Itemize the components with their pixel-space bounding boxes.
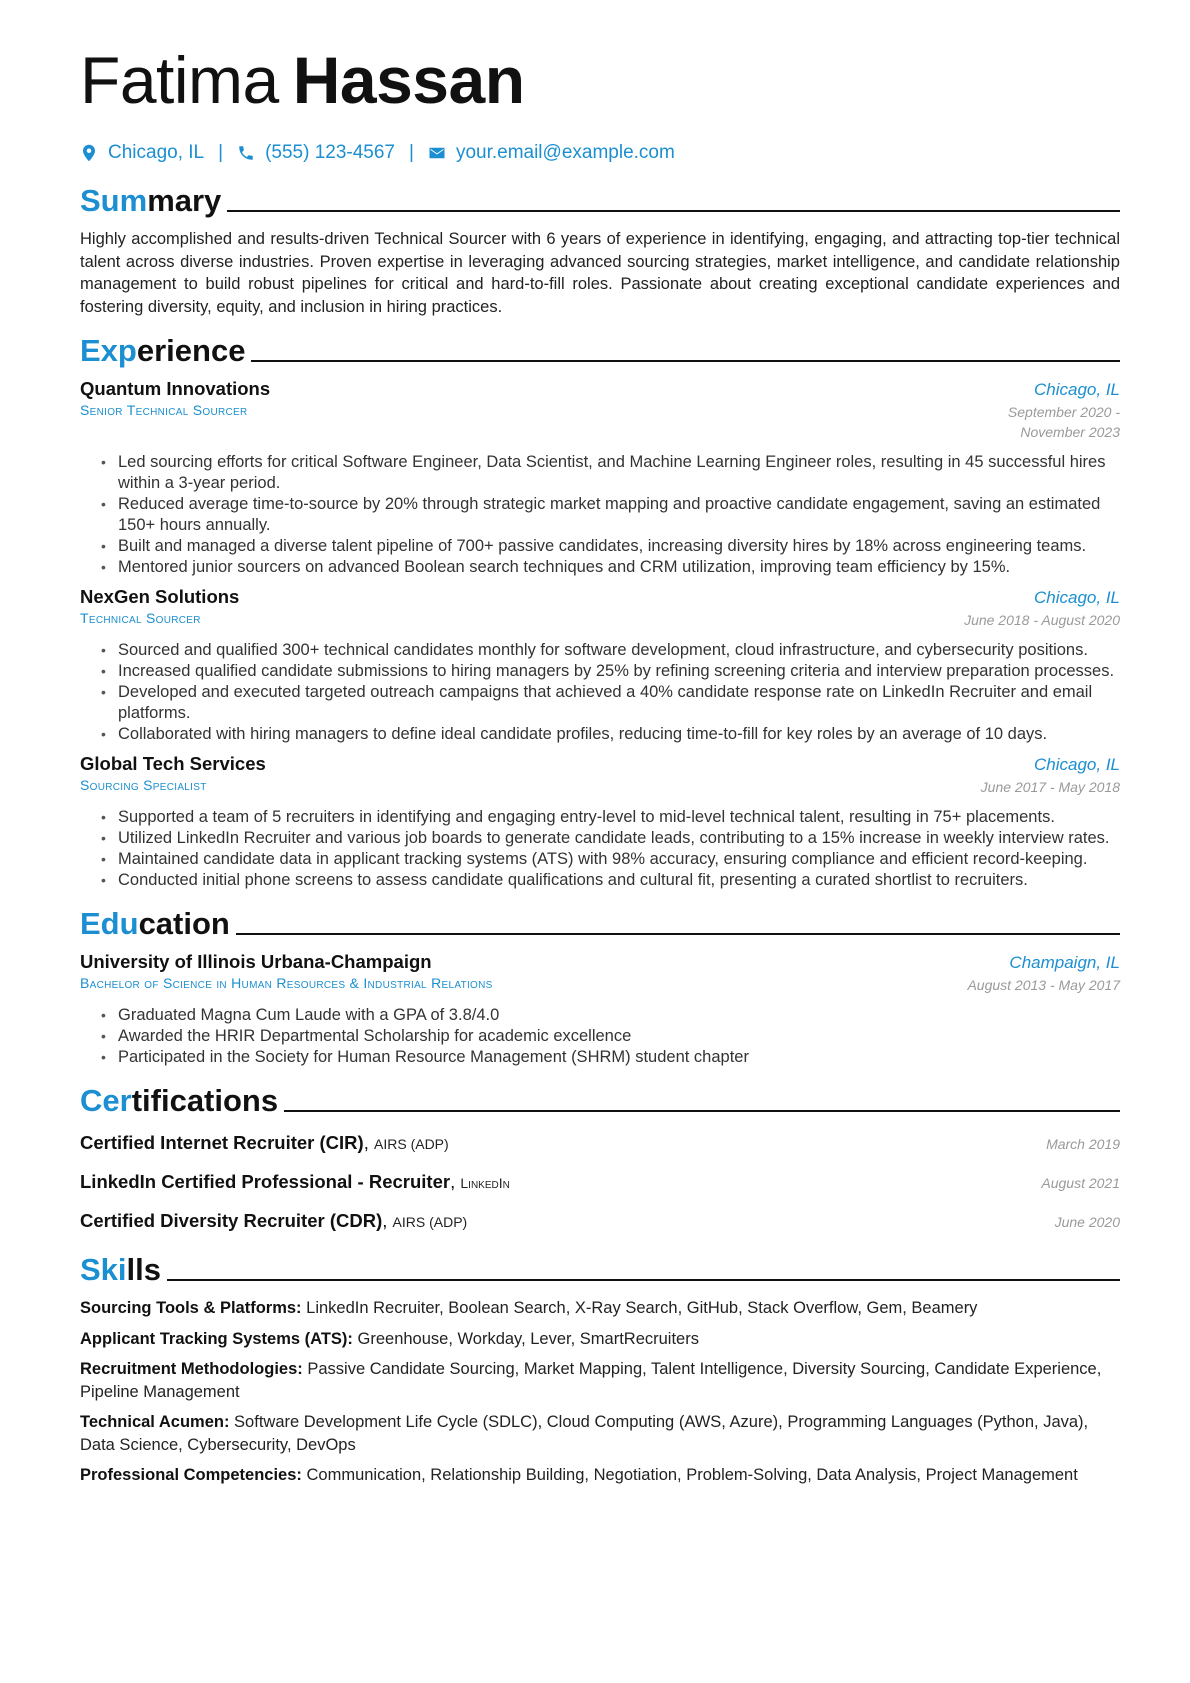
first-name: Fatima — [80, 43, 279, 117]
certification-name: LinkedIn Certified Professional - Recruiter — [80, 1171, 451, 1192]
job-location: Chicago, IL — [1034, 380, 1120, 399]
bullet-item: • Developed and executed targeted outreach campaigns that achieved a 40% candidate response rate on LinkedIn Recruiter and email platforms. — [118, 682, 1120, 724]
education-section — [80, 901, 1120, 1068]
experience-section — [80, 328, 1120, 891]
contact-bar — [80, 138, 1120, 168]
phone-text[interactable]: (555) 123-4567 — [265, 142, 395, 163]
skill-category: Professional Competencies: — [80, 1466, 302, 1484]
section-header — [80, 328, 1120, 370]
section-rule — [251, 360, 1120, 362]
location-text: Chicago, IL — [108, 142, 205, 163]
job-dates: September 2020 - November 2023 — [1007, 404, 1120, 440]
section-rule — [167, 1279, 1120, 1281]
job-title: Technical Sourcer — [80, 610, 201, 626]
skill-category: Recruitment Methodologies: — [80, 1360, 303, 1378]
job-entry — [80, 378, 1120, 578]
certification-item: Certified Diversity Recruiter (CDR), AIRS (ADP) June 2020 — [80, 1210, 1120, 1231]
certification-name: Certified Diversity Recruiter (CDR) — [80, 1210, 383, 1231]
job-bullets — [80, 807, 1120, 891]
section-title: Education — [80, 906, 230, 941]
section-title: Skills — [80, 1252, 161, 1287]
bullet-item: • Mentored junior sourcers on advanced Boolean search techniques and CRM utilization, improving team efficiency by 15%. — [118, 557, 1120, 578]
job-title: Senior Technical Sourcer — [80, 402, 248, 418]
job-dates: June 2018 - August 2020 — [964, 612, 1120, 628]
section-header — [80, 901, 1120, 943]
summary-text: Highly accomplished and results-driven Technical Sourcer with 6 years of experience in identifying, engaging, and attracting top-tier technical talent across diverse industries. Proven expertise in leveraging advanced sourcing strategies, market intelligence, and candidate relationship management to build robust pipelines for critical and hard-to-fill roles. Passionate about creating exceptional candidate experiences and fostering diversity, equity, and inclusion in hiring practices. — [80, 230, 1120, 316]
envelope-icon — [428, 144, 446, 162]
bullet-item: • Utilized LinkedIn Recruiter and various job boards to generate candidate leads, contributing to a 15% increase in weekly interview rates. — [118, 828, 1120, 849]
certification-date: June 2020 — [1054, 1214, 1120, 1230]
certification-name: Certified Internet Recruiter (CIR) — [80, 1132, 364, 1153]
contact-phone[interactable] — [237, 142, 395, 164]
certification-issuer: LinkedIn — [460, 1175, 510, 1191]
bullet-item: • Collaborated with hiring managers to define ideal candidate profiles, reducing time-to-fill for key roles by an average of 10 days. — [118, 724, 1120, 745]
bullet-item: • Built and managed a diverse talent pipeline of 700+ passive candidates, increasing diversity hires by 18% across engineering teams. — [118, 536, 1120, 557]
summary-section — [80, 178, 1120, 318]
bullet-item: • Led sourcing efforts for critical Software Engineer, Data Scientist, and Machine Learning Engineer roles, resulting in 45 successful hires within a 3-year period. — [118, 452, 1120, 494]
section-header — [80, 178, 1120, 220]
bullet-item: • Awarded the HRIR Departmental Scholarship for academic excellence — [118, 1026, 1120, 1047]
education-bullets — [80, 1005, 1120, 1068]
job-bullets — [80, 452, 1120, 578]
certification-date: August 2021 — [1041, 1175, 1120, 1191]
certification-item: LinkedIn Certified Professional - Recruiter, LinkedIn August 2021 — [80, 1171, 1120, 1192]
phone-icon — [237, 144, 255, 162]
bullet-item: • Maintained candidate data in applicant tracking systems (ATS) with 98% accuracy, ensuring compliance and efficient record-keeping. — [118, 849, 1120, 870]
certification-issuer: AIRS (ADP) — [374, 1136, 449, 1152]
bullet-item: • Increased qualified candidate submissions to hiring managers by 25% by refining screening criteria and interview preparation processes. — [118, 661, 1120, 682]
contact-separator: | — [409, 142, 414, 163]
resume-page — [80, 40, 1120, 1487]
skills-section — [80, 1247, 1120, 1487]
school-location: Champaign, IL — [1009, 953, 1120, 972]
degree-title: Bachelor of Science in Human Resources & Industrial Relations — [80, 975, 493, 991]
job-location: Chicago, IL — [1034, 755, 1120, 774]
bullet-item: • Supported a team of 5 recruiters in identifying and engaging entry-level to mid-level technical talent, resulting in 75+ placements. — [118, 807, 1120, 828]
skill-category: Sourcing Tools & Platforms: — [80, 1299, 302, 1317]
job-location: Chicago, IL — [1034, 588, 1120, 607]
bullet-item: • Conducted initial phone screens to assess candidate qualifications and cultural fit, presenting a curated shortlist to recruiters. — [118, 870, 1120, 891]
skill-category: Technical Acumen: — [80, 1413, 230, 1431]
skill-category: Applicant Tracking Systems (ATS): — [80, 1329, 353, 1348]
skill-values: Software Development Life Cycle (SDLC), Cloud Computing (AWS, Azure), Programming Languages (Python, Java), Data Science, Cybersecurity, DevOps — [80, 1413, 1089, 1454]
skill-values: Greenhouse, Workday, Lever, SmartRecruiters — [357, 1329, 699, 1348]
section-title: Certifications — [80, 1083, 279, 1118]
skill-values: LinkedIn Recruiter, Boolean Search, X-Ray Search, GitHub, Stack Overflow, Gem, Beamery — [306, 1299, 978, 1317]
skill-row — [80, 1328, 1120, 1351]
section-rule — [227, 210, 1120, 212]
section-title: Experience — [80, 333, 246, 368]
contact-location — [80, 142, 204, 164]
map-pin-icon — [80, 144, 98, 162]
certification-issuer: AIRS (ADP) — [392, 1214, 468, 1230]
company-name: NexGen Solutions — [80, 586, 240, 607]
bullet-item: • Sourced and qualified 300+ technical candidates monthly for software development, cloud infrastructure, and cybersecurity positions. — [118, 640, 1120, 661]
section-header — [80, 1078, 1120, 1120]
skill-values: Passive Candidate Sourcing, Market Mapping, Talent Intelligence, Diversity Sourcing, Candidate Experience, Pipeline Management — [80, 1360, 1102, 1401]
education-dates: August 2013 - May 2017 — [967, 977, 1120, 993]
education-entry — [80, 951, 1120, 1068]
school-name: University of Illinois Urbana-Champaign — [80, 951, 432, 972]
job-entry — [80, 586, 1120, 745]
skill-row — [80, 1297, 1120, 1320]
skill-row — [80, 1411, 1120, 1456]
company-name: Global Tech Services — [80, 753, 266, 774]
job-entry — [80, 753, 1120, 891]
job-title: Sourcing Specialist — [80, 777, 207, 793]
company-name: Quantum Innovations — [80, 378, 271, 399]
bullet-item: • Reduced average time-to-source by 20% through strategic market mapping and proactive candidate engagement, saving an estimated 150+ hours annually. — [118, 494, 1120, 536]
job-dates: June 2017 - May 2018 — [980, 779, 1120, 795]
certifications-section — [80, 1078, 1120, 1237]
section-rule — [236, 933, 1120, 935]
skill-row — [80, 1464, 1120, 1487]
email-link[interactable]: your.email@example.com — [455, 142, 675, 163]
certification-date: March 2019 — [1046, 1136, 1120, 1152]
certification-item: Certified Internet Recruiter (CIR), AIRS (ADP) March 2019 — [80, 1132, 1120, 1153]
skill-row — [80, 1358, 1120, 1403]
section-rule — [284, 1110, 1120, 1112]
job-bullets — [80, 640, 1120, 745]
last-name: Hassan — [292, 43, 525, 117]
section-header — [80, 1247, 1120, 1289]
skill-values: Communication, Relationship Building, Negotiation, Problem-Solving, Data Analysis, Project Management — [306, 1466, 1078, 1484]
candidate-name — [80, 40, 1120, 120]
contact-separator: | — [218, 142, 224, 163]
section-title: Summary — [80, 183, 222, 218]
bullet-item: • Participated in the Society for Human Resource Management (SHRM) student chapter — [118, 1047, 1120, 1068]
bullet-item: • Graduated Magna Cum Laude with a GPA of 3.8/4.0 — [118, 1005, 1120, 1026]
contact-email[interactable] — [428, 142, 675, 164]
